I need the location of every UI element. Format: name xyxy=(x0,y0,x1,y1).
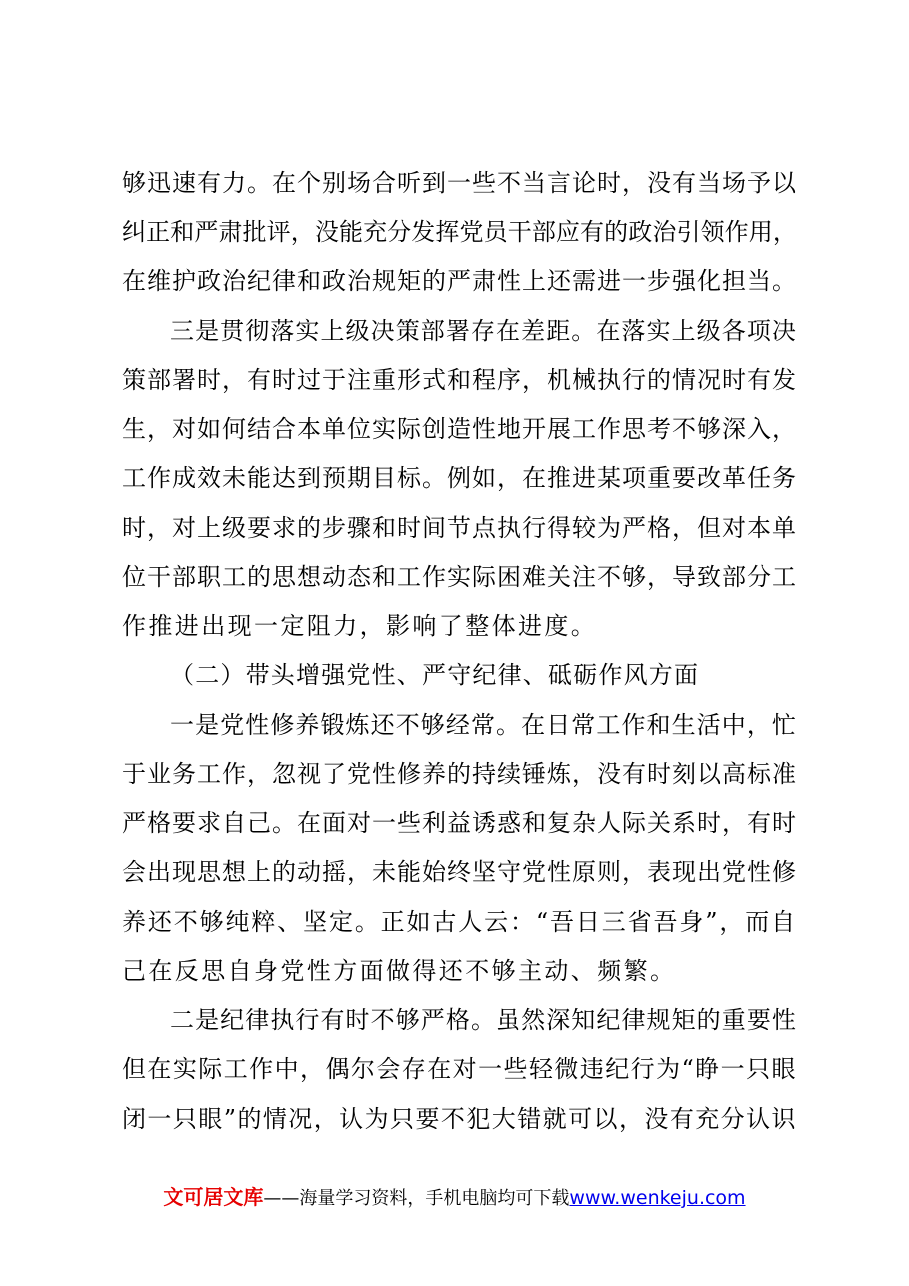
text-line: 时，对上级要求的步骤和时间节点执行得较为严格，但对本单 xyxy=(122,514,797,542)
footer-slogan: ——海量学习资料，手机电脑均可下载 xyxy=(263,1188,570,1209)
text-line: 于业务工作，忽视了党性修养的持续锤炼，没有时刻以高标准 xyxy=(122,760,797,788)
footer-brand: 文可居文库 xyxy=(163,1185,264,1209)
text-line: 养还不够纯粹、坚定。正如古人云：“吾日三省吾身”，而自 xyxy=(122,908,797,936)
text-line: 工作成效未能达到预期目标。例如，在推进某项重要改革任务 xyxy=(122,464,797,492)
text-line: 纠正和严肃批评，没能充分发挥党员干部应有的政治引领作用， xyxy=(122,218,797,246)
text-line: 在维护政治纪律和政治规矩的严肃性上还需进一步强化担当。 xyxy=(122,267,797,295)
footer-website-link[interactable]: www.wenkeju.com xyxy=(569,1187,746,1209)
footer-banner xyxy=(0,1184,909,1212)
text-line: 闭一只眼”的情况，认为只要不犯大错就可以，没有充分认识 xyxy=(122,1105,797,1133)
text-line: 策部署时，有时过于注重形式和程序，机械执行的情况时有发 xyxy=(122,366,797,394)
text-line: 会出现思想上的动摇，未能始终坚守党性原则，表现出党性修 xyxy=(122,858,797,886)
text-line: 但在实际工作中，偶尔会存在对一些轻微违纪行为“睁一只眼 xyxy=(122,1055,797,1083)
paragraph-first-line: 三是贯彻落实上级决策部署存在差距。在落实上级各项决 xyxy=(170,317,797,345)
text-line: 位干部职工的思想动态和工作实际困难关注不够，导致部分工 xyxy=(122,563,797,591)
text-line: 严格要求自己。在面对一些利益诱惑和复杂人际关系时，有时 xyxy=(122,809,797,837)
text-line: 生，对如何结合本单位实际创造性地开展工作思考不够深入， xyxy=(122,415,797,443)
text-line: 够迅速有力。在个别场合听到一些不当言论时，没有当场予以 xyxy=(122,169,797,197)
paragraph-first-line: 二是纪律执行有时不够严格。虽然深知纪律规矩的重要性 xyxy=(170,1006,797,1034)
paragraph-first-line: 一是党性修养锻炼还不够经常。在日常工作和生活中，忙 xyxy=(170,711,797,739)
text-line: 己在反思自身党性方面做得还不够主动、频繁。 xyxy=(122,957,677,985)
section-heading: （二）带头增强党性、严守纪律、砥砺作风方面 xyxy=(170,661,700,689)
text-line: 作推进出现一定阻力，影响了整体进度。 xyxy=(122,612,598,640)
